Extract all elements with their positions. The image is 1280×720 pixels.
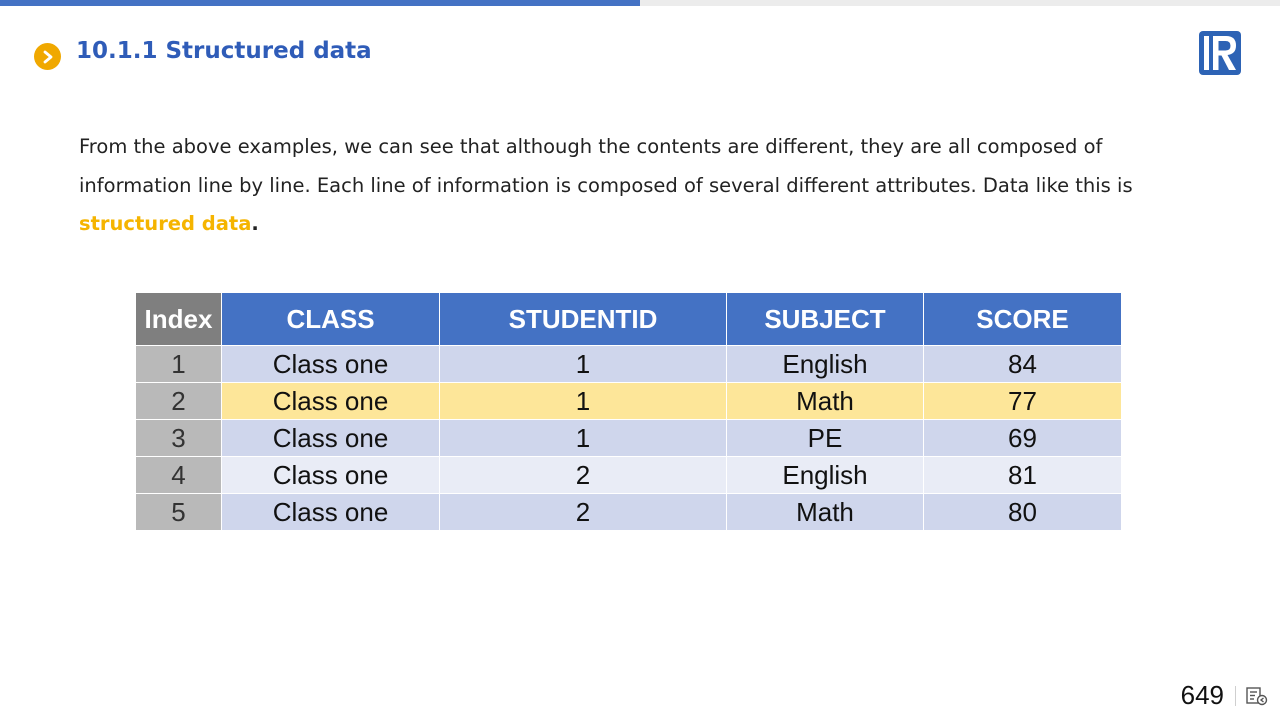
column-header-subject: SUBJECT (727, 293, 924, 346)
cell-studentid: 1 (440, 383, 727, 420)
cell-subject: Math (727, 494, 924, 531)
progress-track (0, 0, 1280, 6)
cell-subject: PE (727, 420, 924, 457)
cell-index: 1 (136, 346, 222, 383)
highlight-term: structured data (79, 212, 252, 235)
cell-score: 84 (924, 346, 1122, 383)
column-header-studentid: STUDENTID (440, 293, 727, 346)
cell-score: 69 (924, 420, 1122, 457)
cell-class: Class one (222, 457, 440, 494)
cell-class: Class one (222, 383, 440, 420)
cell-class: Class one (222, 346, 440, 383)
table-header-row (136, 293, 1122, 346)
footer-divider (1235, 686, 1236, 706)
page-title: 10.1.1 Structured data (76, 38, 372, 64)
cell-class: Class one (222, 494, 440, 531)
column-header-class: CLASS (222, 293, 440, 346)
column-header-index: Index (136, 293, 222, 346)
cell-index: 5 (136, 494, 222, 531)
cell-index: 3 (136, 420, 222, 457)
cell-subject: English (727, 346, 924, 383)
cell-score: 81 (924, 457, 1122, 494)
table-row (136, 457, 1122, 494)
cell-studentid: 1 (440, 346, 727, 383)
page-number: 649 (1180, 680, 1224, 710)
body-text-end: . (251, 212, 259, 235)
table-row (136, 420, 1122, 457)
body-text-intro: From the above examples, we can see that although the contents are different, they are all composed of information line by line. Each line of information is composed of several different attributes. Data like this is (79, 135, 1133, 197)
slide-list-icon[interactable] (1246, 686, 1268, 706)
cell-index: 4 (136, 457, 222, 494)
cell-studentid: 1 (440, 420, 727, 457)
cell-subject: Math (727, 383, 924, 420)
table-row (136, 346, 1122, 383)
chevron-right-icon (34, 43, 61, 70)
column-header-score: SCORE (924, 293, 1122, 346)
table-row-highlighted (136, 383, 1122, 420)
cell-subject: English (727, 457, 924, 494)
progress-bar (0, 0, 640, 6)
table-row (136, 494, 1122, 531)
cell-studentid: 2 (440, 494, 727, 531)
r-logo-icon (1199, 31, 1241, 75)
cell-studentid: 2 (440, 457, 727, 494)
cell-score: 77 (924, 383, 1122, 420)
body-paragraph (79, 128, 1199, 244)
cell-score: 80 (924, 494, 1122, 531)
cell-index: 2 (136, 383, 222, 420)
cell-class: Class one (222, 420, 440, 457)
scores-table (135, 292, 1122, 531)
